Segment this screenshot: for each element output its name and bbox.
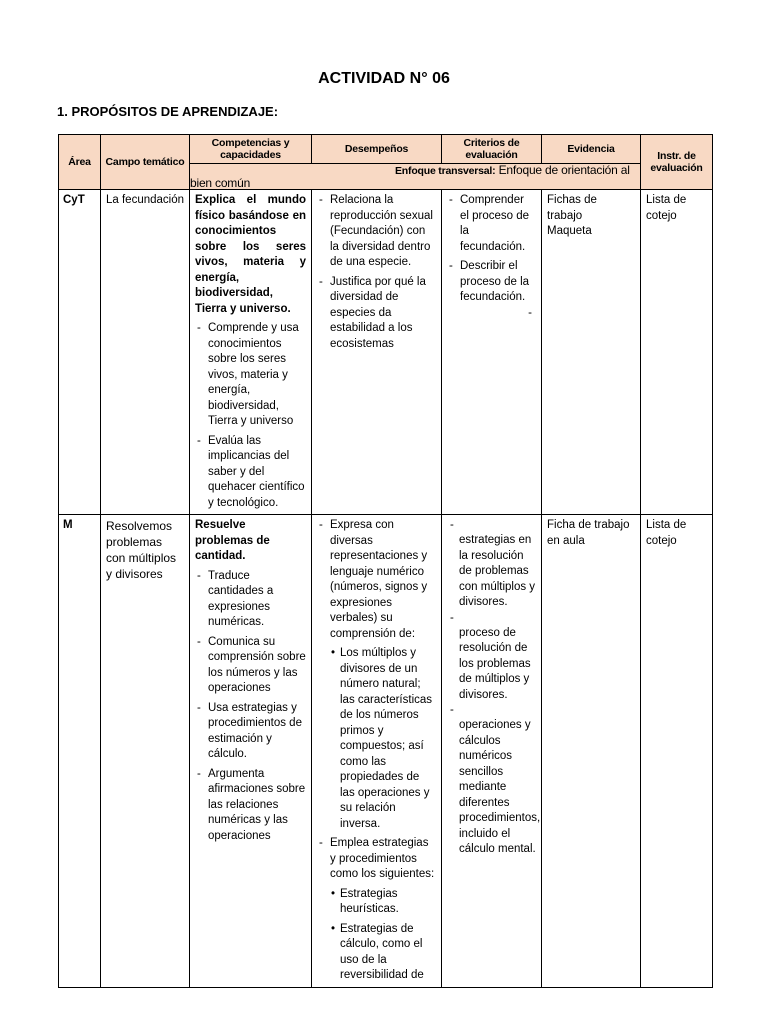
capacidades-list xyxy=(195,321,306,511)
dash-marker: - xyxy=(450,704,454,716)
sub-list xyxy=(330,646,436,832)
evidencia-cell xyxy=(542,190,641,515)
dash-marker: - xyxy=(450,611,454,624)
list-item: - Relaciona la reproducción sexual (Fecundación) con la diversidad dentro de una especie. xyxy=(317,193,436,271)
sub-list xyxy=(330,887,436,984)
header-campo: Campo temático xyxy=(101,135,190,190)
enfoque-value: Enfoque de orientación al bien común xyxy=(190,163,630,190)
capacidades-list xyxy=(195,569,306,845)
table-row xyxy=(59,190,713,515)
desempenos-cell xyxy=(312,190,442,515)
list-item: - Comprender el proceso de la fecundación. xyxy=(447,193,536,255)
list-item: • Los múltiplos y divisores de un número natural; las características de los números primos y compuestos; así como las propiedades de las operaciones y su relación inversa. xyxy=(330,646,436,832)
header-desempenos: Desempeños xyxy=(312,135,442,164)
list-item: - Justifica por qué la diversidad de especies da estabilidad a los ecosistemas xyxy=(317,275,436,353)
criterios-cell xyxy=(442,515,542,988)
purposes-table xyxy=(58,134,713,988)
list-item: - Argumenta afirmaciones sobre las relaciones numéricas y las operaciones xyxy=(195,767,306,845)
evidencia-cell: Ficha de trabajo en aula xyxy=(542,515,641,988)
desempenos-list xyxy=(317,193,436,352)
list-item: - Comunica su comprensión sobre los números y las operaciones xyxy=(195,635,306,697)
header-criterios: Criterios de evaluación xyxy=(442,135,542,164)
list-item xyxy=(317,836,436,984)
header-area: Área xyxy=(59,135,101,190)
criterios-list xyxy=(447,193,536,306)
area-cell: M xyxy=(59,515,101,988)
list-item xyxy=(317,518,436,832)
campo-cell: Resolvemos problemas con múltiplos y divisores xyxy=(101,515,190,988)
evidencia-item: Maqueta xyxy=(547,225,592,237)
criterios-cell xyxy=(442,190,542,515)
list-item: - Evalúa las implicancias del saber y del quehacer científico y tecnológico. xyxy=(195,434,306,512)
evidencia-item: Fichas de trabajo xyxy=(547,194,597,222)
section-heading: 1. PROPÓSITOS DE APRENDIZAJE: xyxy=(57,104,279,119)
campo-cell: La fecundación xyxy=(101,190,190,515)
list-item: - Comprende y usa conocimientos sobre los seres vivos, materia y energía, biodiversidad, Tierra y universo xyxy=(195,321,306,430)
competencia-title: Resuelve problemas de cantidad. xyxy=(195,519,270,562)
criterio-text: estrategias en la resolución de problemas con múltiplos y divisores. xyxy=(459,534,536,608)
list-item: • Estrategias de cálculo, como el uso de la reversibilidad de xyxy=(330,922,436,984)
criterio-text: operaciones y cálculos numéricos sencillos mediante diferentes procedimientos, incluido el cálculo mental. xyxy=(459,719,541,855)
list-item: - Describir el proceso de la fecundación. xyxy=(447,259,536,306)
competencias-cell xyxy=(190,515,312,988)
criterio-extra: - xyxy=(528,306,532,319)
list-item: - Traduce cantidades a expresiones numéricas. xyxy=(195,569,306,631)
list-item: • Estrategias heurísticas. xyxy=(330,887,436,918)
instr-cell: Lista de cotejo xyxy=(641,190,713,515)
header-evidencia: Evidencia xyxy=(542,135,641,164)
desempenos-list xyxy=(317,518,436,984)
header-instr: Instr. de evaluación xyxy=(641,135,713,190)
dash-marker: - xyxy=(450,519,454,531)
desempenos-cell xyxy=(312,515,442,988)
page-title: ACTIVIDAD N° 06 xyxy=(318,70,450,87)
competencia-title: Explica el mundo físico basándose en conocimientos sobre los seres vivos, materia y energía, biodiversidad, Tierra y universo. xyxy=(195,194,306,315)
instr-cell: Lista de cotejo xyxy=(641,515,713,988)
area-cell: CyT xyxy=(59,190,101,515)
header-competencias: Competencias y capacidades xyxy=(190,135,312,164)
desempeno-text: Emplea estrategias y procedimientos como los siguientes: xyxy=(330,837,435,880)
competencias-cell xyxy=(190,190,312,515)
enfoque-transversal xyxy=(190,164,641,190)
list-item: - Usa estrategias y procedimientos de estimación y cálculo. xyxy=(195,701,306,763)
table-row xyxy=(59,515,713,988)
enfoque-label: Enfoque transversal: xyxy=(395,165,496,177)
desempeno-text: Expresa con diversas representaciones y lenguaje numérico (números, signos y expresiones verbales) su comprensión de: xyxy=(330,519,428,640)
criterio-text: proceso de resolución de los problemas de múltiplos y divisores. xyxy=(459,626,531,701)
